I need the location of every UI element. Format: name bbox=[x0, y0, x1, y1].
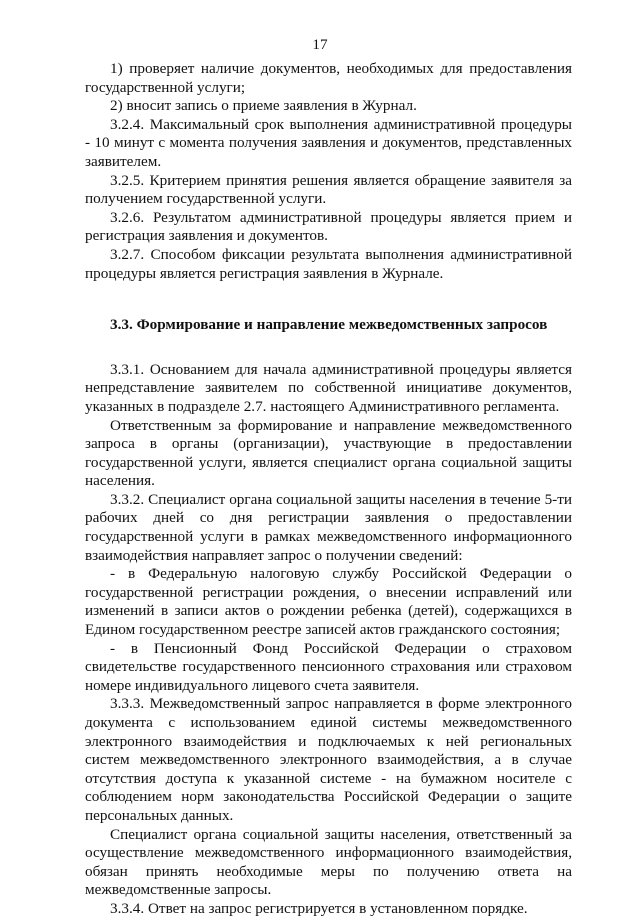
paragraph: 3.2.4. Максимальный срок выполнения административной процедуры - 10 минут с момента получения заявления и документов, представленных заявителем. bbox=[85, 115, 572, 170]
paragraph: 3.3.2. Специалист органа социальной защиты населения в течение 5-ти рабочих дней со дня регистрации заявления о предоставлении государственной услуги в рамках межведомственного информационного взаимодействия направляет запрос о получении сведений: bbox=[85, 490, 572, 564]
paragraph: 3.2.5. Критерием принятия решения является обращение заявителя за получением государственной услуги. bbox=[85, 171, 572, 208]
document-body bbox=[85, 60, 572, 919]
paragraph: 3.3.3. Межведомственный запрос направляется в форме электронного документа с использованием единой системы межведомственного электронного взаимодействия и подключаемых к ней региональных систем межведомственного электронного взаимодействия, а в случае отсутствия доступа к указанной системе - на бумажном носителе с соблюдением норм законодательства Российской Федерации о защите персональных данных. bbox=[85, 695, 572, 824]
paragraph: 1) проверяет наличие документов, необходимых для предоставления государственной услуги; bbox=[85, 60, 572, 96]
paragraph: 3.2.7. Способом фиксации результата выполнения административной процедуры является регистрация заявления в Журнале. bbox=[85, 245, 572, 282]
list-item: - в Пенсионный Фонд Российской Федерации о страховом свидетельстве государственного пенсионного страхования или страховом номере индивидуального лицевого счета заявителя. bbox=[85, 639, 572, 694]
spacer bbox=[85, 283, 572, 316]
paragraph: Специалист органа социальной защиты населения, ответственный за осуществление межведомственного информационного взаимодействия, обязан принять необходимые меры по получению ответа на межведомственные запросы. bbox=[85, 825, 572, 899]
paragraph: 3.3.4. Ответ на запрос регистрируется в установленном порядке. bbox=[110, 899, 528, 917]
page-number: 17 bbox=[312, 36, 328, 53]
paragraph: 3.3.1. Основанием для начала административной процедуры является непредставление заявителем по собственной инициативе документов, указанных в подразделе 2.7. настоящего Административного регламента. bbox=[85, 360, 572, 415]
paragraph: 2) вносит запись о приеме заявления в Журнал. bbox=[110, 97, 417, 115]
paragraph: 3.2.6. Результатом административной процедуры является прием и регистрация заявления и документов. bbox=[85, 208, 572, 245]
section-heading: 3.3. Формирование и направление межведомственных запросов bbox=[110, 316, 548, 334]
spacer bbox=[85, 335, 572, 361]
paragraph: Ответственным за формирование и направление межведомственного запроса в органы (организации), участвующие в предоставлении государственной услуги, является специалист органа социальной защиты населения. bbox=[85, 416, 572, 490]
list-item: - в Федеральную налоговую службу Российской Федерации о государственной регистрации рождения, о внесении исправлений или изменений в записи актов о рождении ребенка (детей), содержащихся в Едином государственном реестре записей актов гражданского состояния; bbox=[85, 565, 572, 639]
